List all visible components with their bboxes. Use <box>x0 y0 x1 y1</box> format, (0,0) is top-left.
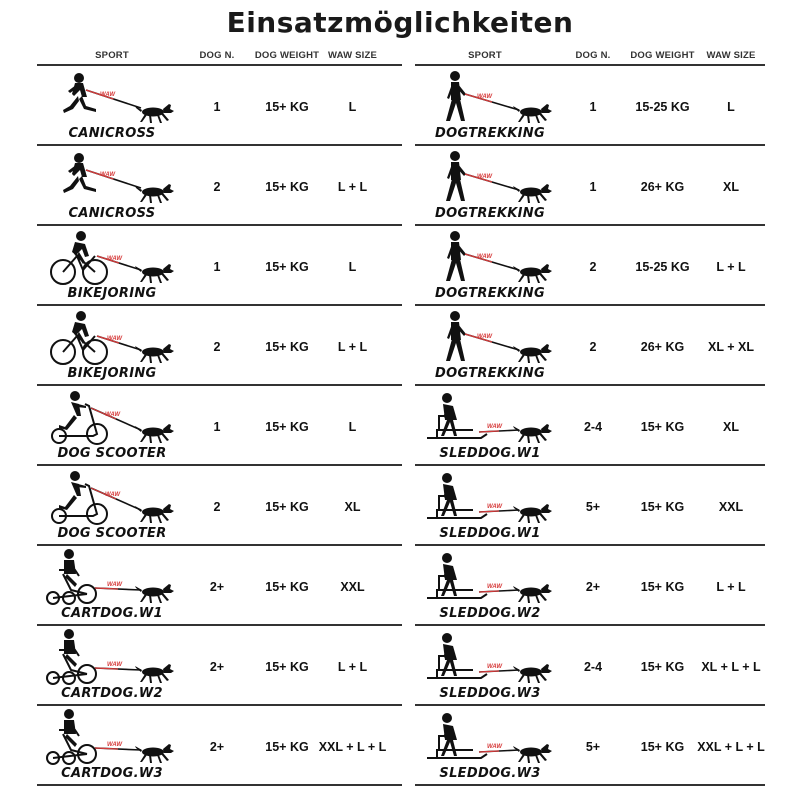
dog-weight: 15+ KG <box>265 180 309 194</box>
dog-count: 2+ <box>209 660 225 674</box>
waw-size: XL <box>723 180 739 194</box>
table-row <box>415 226 765 306</box>
svg-text:WAW: WAW <box>100 92 115 98</box>
waw-size: XXL + L + L <box>318 740 387 754</box>
left-table <box>37 44 402 786</box>
sport-name: DOG SCOOTER <box>57 446 167 461</box>
dog-weight: 15+ KG <box>640 740 685 754</box>
waw-size: L + L <box>337 660 368 674</box>
right-table <box>415 44 765 786</box>
sport-name: SLEDDOG.W3 <box>439 686 541 701</box>
dog-count: 2+ <box>209 580 225 594</box>
header-sport: SPORT <box>468 50 502 61</box>
waw-size: L + L <box>337 180 368 194</box>
dog-count: 2+ <box>585 580 601 594</box>
runner-with-dog-icon <box>45 148 175 210</box>
svg-text:WAW: WAW <box>100 172 115 178</box>
dog-weight: 15+ KG <box>265 100 309 114</box>
svg-text:WAW: WAW <box>105 492 120 498</box>
dog-weight: 15+ KG <box>265 260 309 274</box>
svg-text:WAW: WAW <box>487 664 502 670</box>
waw-size: XL + L + L <box>701 660 761 674</box>
svg-text:WAW: WAW <box>487 744 502 750</box>
table-row <box>415 386 765 466</box>
header-sport: SPORT <box>95 50 129 61</box>
svg-text:WAW: WAW <box>107 662 122 668</box>
table-row <box>415 306 765 386</box>
sport-name: SLEDDOG.W2 <box>439 606 541 621</box>
sport-name: BIKEJORING <box>67 286 157 301</box>
svg-text:WAW: WAW <box>107 582 122 588</box>
header-dog-n: DOG N. <box>575 50 611 61</box>
dog-count: 2 <box>213 180 221 194</box>
runner-with-dog-icon <box>45 68 175 130</box>
dog-count: 5+ <box>585 740 601 754</box>
waw-size: L <box>727 100 735 114</box>
sport-name: CARTDOG.W1 <box>61 606 163 621</box>
dog-count: 2 <box>213 340 221 354</box>
svg-text:WAW: WAW <box>107 336 122 342</box>
header-waw-size: WAW SIZE <box>327 50 378 61</box>
table-row <box>37 466 402 546</box>
header-dog-weight: DOG WEIGHT <box>630 50 695 61</box>
dog-weight: 15+ KG <box>265 420 309 434</box>
sport-name: SLEDDOG.W1 <box>439 526 541 541</box>
waw-size: L + L <box>337 340 368 354</box>
dog-weight: 26+ KG <box>640 340 685 354</box>
table-row <box>415 706 765 786</box>
dog-count: 2 <box>589 340 597 354</box>
waw-size: XXL + L + L <box>697 740 765 754</box>
table-row <box>415 466 765 546</box>
svg-text:WAW: WAW <box>107 742 122 748</box>
hiker-with-dog-icon <box>423 148 553 210</box>
svg-text:WAW: WAW <box>487 504 502 510</box>
dog-weight: 15+ KG <box>265 500 309 514</box>
table-row <box>37 66 402 146</box>
dog-count: 2-4 <box>583 420 603 434</box>
sport-name: CANICROSS <box>68 206 156 221</box>
sport-name: CARTDOG.W2 <box>61 686 163 701</box>
header-dog-weight: DOG WEIGHT <box>254 50 320 61</box>
scooter-rider-with-dog-icon <box>45 468 175 530</box>
table-row <box>37 546 402 626</box>
svg-text:WAW: WAW <box>487 584 502 590</box>
sled-musher-with-dog-icon <box>423 468 553 530</box>
table-header <box>37 44 402 66</box>
dog-count: 2-4 <box>583 660 603 674</box>
svg-text:WAW: WAW <box>477 334 492 340</box>
table-row <box>37 226 402 306</box>
hiker-with-dog-icon <box>423 308 553 370</box>
table-header <box>415 44 765 66</box>
sled-musher-with-dog-icon <box>423 708 553 770</box>
table-row <box>37 706 402 786</box>
waw-size: L + L <box>716 260 746 274</box>
dog-count: 2 <box>589 260 597 274</box>
sport-name: DOGTREKKING <box>435 206 545 221</box>
hiker-with-dog-icon <box>423 228 553 290</box>
sport-name: DOG SCOOTER <box>57 526 167 541</box>
dog-weight: 15+ KG <box>265 340 309 354</box>
svg-text:WAW: WAW <box>477 254 492 260</box>
cyclist-with-dog-icon <box>45 308 175 370</box>
sport-name: DOGTREKKING <box>435 286 545 301</box>
cart-rider-with-dog-icon <box>45 548 175 610</box>
dog-weight: 15+ KG <box>265 740 309 754</box>
table-row <box>37 306 402 386</box>
waw-size: L + L <box>716 580 746 594</box>
waw-size: XL <box>723 420 739 434</box>
dog-count: 5+ <box>585 500 601 514</box>
dog-weight: 15-25 KG <box>635 260 690 274</box>
dog-count: 2 <box>213 500 221 514</box>
table-row <box>415 626 765 706</box>
sport-name: DOGTREKKING <box>435 366 545 381</box>
dog-count: 1 <box>213 260 221 274</box>
sport-name: SLEDDOG.W1 <box>439 446 541 461</box>
dog-weight: 15-25 KG <box>635 100 690 114</box>
sport-name: CARTDOG.W3 <box>61 766 163 781</box>
waw-size: XXL <box>340 580 365 594</box>
dog-count: 1 <box>589 100 597 114</box>
svg-text:WAW: WAW <box>107 256 122 262</box>
waw-size: L <box>348 100 357 114</box>
cyclist-with-dog-icon <box>45 228 175 290</box>
sled-musher-with-dog-icon <box>423 388 553 450</box>
waw-size: XXL <box>718 500 744 514</box>
sport-name: SLEDDOG.W3 <box>439 766 541 781</box>
page-title: Einsatzmöglichkeiten <box>226 6 574 39</box>
waw-size: XL + XL <box>708 340 754 354</box>
header-dog-n: DOG N. <box>199 50 235 61</box>
dog-count: 1 <box>213 100 221 114</box>
table-row <box>37 386 402 466</box>
waw-size: XL <box>344 500 361 514</box>
dog-weight: 15+ KG <box>640 500 685 514</box>
svg-text:WAW: WAW <box>477 94 492 100</box>
sled-musher-with-dog-icon <box>423 628 553 690</box>
table-row <box>415 546 765 626</box>
svg-text:WAW: WAW <box>487 424 502 430</box>
cart-rider-with-dog-icon <box>45 628 175 690</box>
table-row <box>37 146 402 226</box>
svg-text:WAW: WAW <box>105 412 120 418</box>
dog-weight: 15+ KG <box>640 660 685 674</box>
waw-size: L <box>348 420 357 434</box>
table-row <box>37 626 402 706</box>
table-row <box>415 66 765 146</box>
dog-weight: 15+ KG <box>640 580 685 594</box>
dog-weight: 15+ KG <box>265 580 309 594</box>
sport-name: BIKEJORING <box>67 366 157 381</box>
hiker-with-dog-icon <box>423 68 553 130</box>
scooter-rider-with-dog-icon <box>45 388 175 450</box>
table-row <box>415 146 765 226</box>
svg-text:WAW: WAW <box>477 174 492 180</box>
sled-musher-with-dog-icon <box>423 548 553 610</box>
dog-weight: 15+ KG <box>640 420 685 434</box>
dog-weight: 15+ KG <box>265 660 309 674</box>
dog-count: 1 <box>589 180 597 194</box>
dog-weight: 26+ KG <box>640 180 685 194</box>
dog-count: 1 <box>213 420 221 434</box>
sport-name: CANICROSS <box>68 126 156 141</box>
cart-rider-with-dog-icon <box>45 708 175 770</box>
header-waw-size: WAW SIZE <box>706 50 756 61</box>
dog-count: 2+ <box>209 740 225 754</box>
waw-size: L <box>348 260 357 274</box>
sport-name: DOGTREKKING <box>435 126 545 141</box>
